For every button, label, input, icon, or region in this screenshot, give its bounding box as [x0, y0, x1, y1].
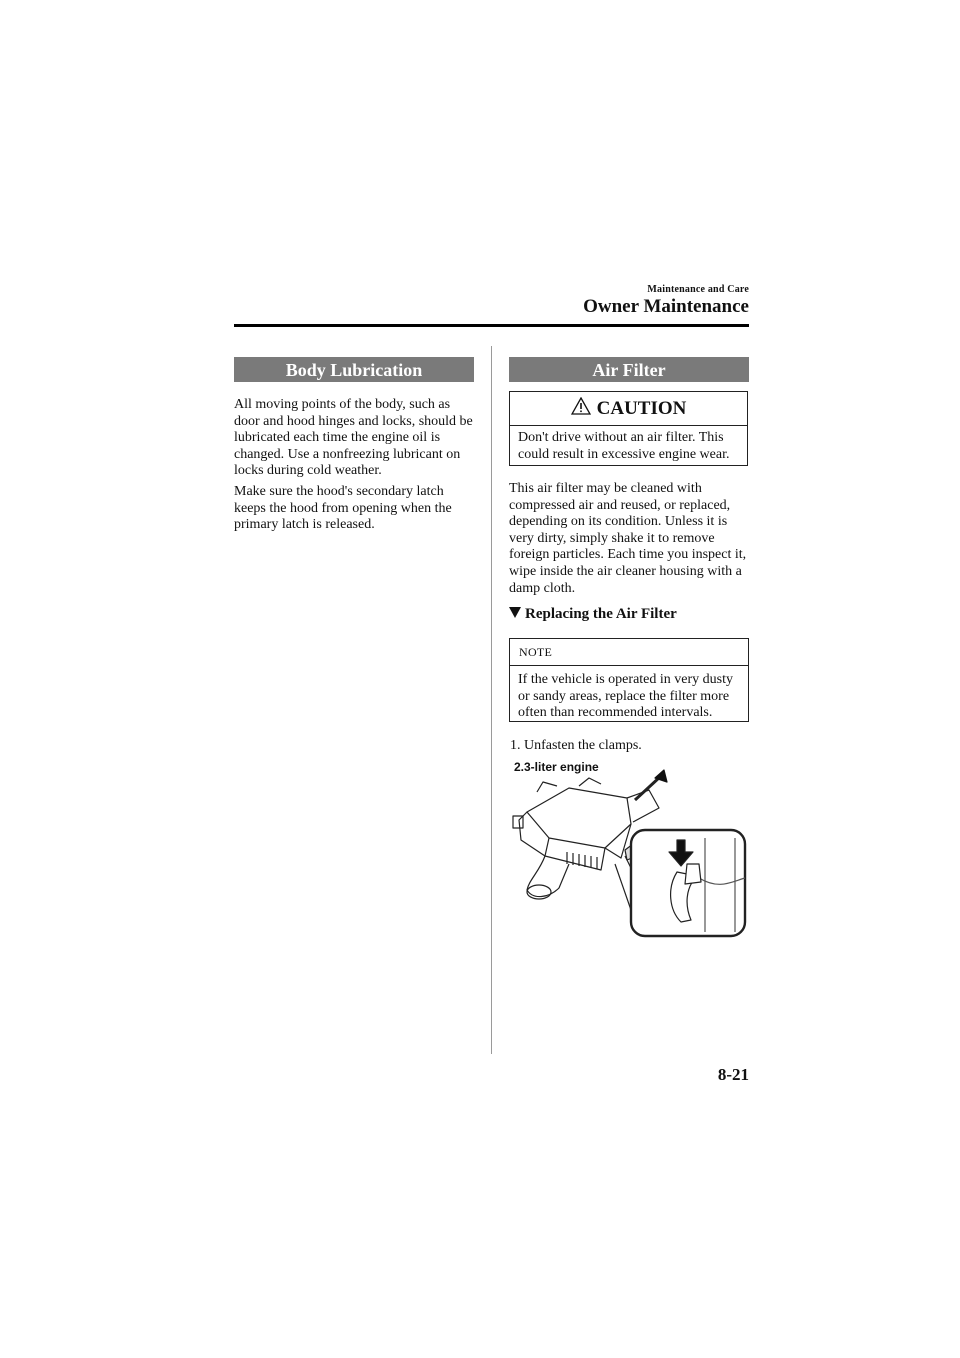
air-filter-heading: Air Filter [509, 357, 749, 382]
figure-caption: 2.3-liter engine [514, 760, 599, 774]
note-text: If the vehicle is operated in very dusty or sandy areas, replace the filter more often than recommended intervals. [518, 672, 733, 721]
replacing-air-filter-subheading [509, 606, 677, 623]
air-filter-intro: This air filter may be cleaned with compressed air and reused, or replaced, depending on its condition. Unless it is very dirty, simply shake it to remove foreign particles. Each time you inspect it, wipe inside the air cleaner housing with a damp cloth. [509, 481, 747, 596]
body-lubrication-paragraph-1: All moving points of the body, such as door and hood hinges and locks, should be lubricated each time the engine oil is changed. Use a nonfreezing lubricant on locks during cold weather. [234, 397, 473, 479]
caution-text: Don't drive without an air filter. This could result in excessive engine wear. [518, 430, 730, 462]
caution-header [510, 392, 747, 426]
body-lubrication-heading: Body Lubrication [234, 357, 474, 382]
air-cleaner-figure [509, 760, 749, 942]
column-divider [491, 346, 492, 1054]
note-label: NOTE [510, 639, 748, 666]
header-rule [234, 324, 749, 327]
note-box [509, 638, 749, 722]
step-1: 1. Unfasten the clamps. [510, 738, 642, 753]
air-cleaner-illustration [509, 760, 749, 942]
chapter-title: Owner Maintenance [583, 296, 749, 317]
body-lubrication-paragraph-2: Make sure the hood's secondary latch keeps the hood from opening when the primary latch is released. [234, 484, 452, 533]
section-label: Maintenance and Care [647, 284, 749, 295]
down-triangle-icon [509, 606, 521, 623]
page-number: 8-21 [717, 1065, 749, 1084]
warning-icon [571, 397, 591, 420]
subheading-text: Replacing the Air Filter [525, 606, 677, 622]
caution-box [509, 391, 748, 466]
caution-title: CAUTION [596, 397, 687, 419]
